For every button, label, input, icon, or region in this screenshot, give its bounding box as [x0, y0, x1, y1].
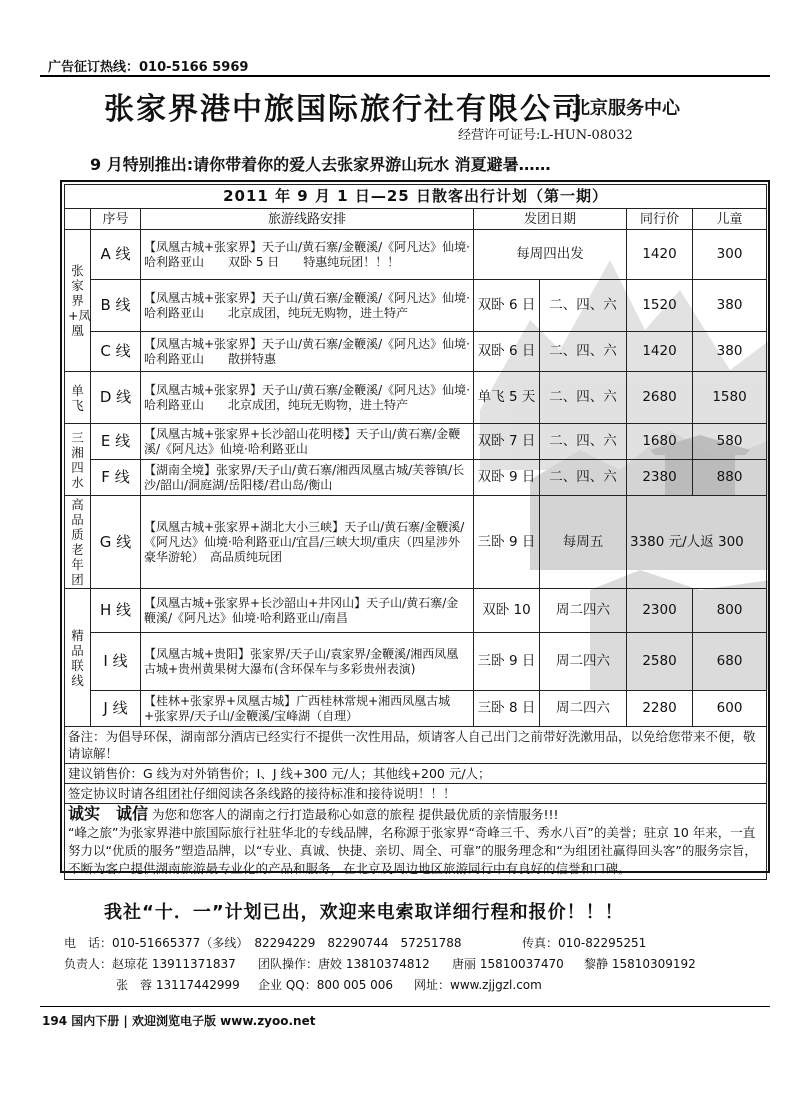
trip-duration: 双卧 9 日 [474, 460, 540, 496]
trade-price: 2300 [627, 589, 693, 633]
trade-price: 1680 [627, 424, 693, 460]
child-price: 380 [693, 280, 767, 332]
route-description: 【凤凰古城+张家界】天子山/黄石寨/金鞭溪/《阿凡达》仙境·哈利路亚山 散拼特惠 [141, 332, 474, 372]
category-label: 高品质老年团 [65, 496, 91, 589]
table-caption: 2011 年 9 月 1 日—25 日散客出行计划（第一期） [65, 185, 767, 209]
trade-price: 1420 [627, 332, 693, 372]
line-code: E 线 [91, 424, 141, 460]
route-description: 【凤凰古城+张家界+湖北大小三峡】天子山/黄石寨/金鞭溪/《阿凡达》仙境·哈利路亚山/宜昌/三峡大坝/重庆（四星涉外豪华游轮） 高品质纯玩团 [141, 496, 474, 589]
promo-headline: 9 月特别推出:请你带着你的爱人去张家界游山玩水 消夏避暑…… [90, 155, 551, 174]
child-price: 800 [693, 589, 767, 633]
child-price: 300 [693, 230, 767, 280]
departure-days: 周二四六 [540, 633, 627, 691]
route-description: 【凤凰古城+张家界】天子山/黄石寨/金鞭溪/《阿凡达》仙境·哈利路亚山 双卧 5 日 特惠纯玩团！！！ [141, 230, 474, 280]
departure-days: 周二四六 [540, 589, 627, 633]
header-cell: 儿童 [693, 209, 767, 230]
line-code: C 线 [91, 332, 141, 372]
trip-duration: 双卧 7 日 [474, 424, 540, 460]
trade-price: 2680 [627, 372, 693, 424]
trip-duration: 三卧 8 日 [474, 691, 540, 727]
qq-number: 企业 QQ：800 005 006 [258, 978, 394, 992]
trade-price: 1520 [627, 280, 693, 332]
line-code: I 线 [91, 633, 141, 691]
trade-price: 2580 [627, 633, 693, 691]
staff-contact: 张 蓉 13117442999 [116, 978, 240, 992]
departure-days: 每周五 [540, 496, 627, 589]
departure-date: 每周四出发 [474, 230, 627, 280]
fax-number: 传真：010-82295251 [522, 936, 647, 950]
route-description: 【凤凰古城+贵阳】张家界/天子山/袁家界/金鞭溪/湘西凤凰古城+贵州黄果树大瀑布(含环保车与多彩贵州表演) [141, 633, 474, 691]
phone-numbers: 电 话：010-51665377（多线） 82294229 82290744 57251788 [64, 936, 462, 950]
header-cell: 旅游线路安排 [141, 209, 474, 230]
route-description: 【凤凰古城+张家界+长沙韶山+井冈山】天子山/黄石寨/金鞭溪/《阿凡达》仙境·哈利路亚山/南昌 [141, 589, 474, 633]
departure-days: 二、四、六 [540, 332, 627, 372]
line-code: H 线 [91, 589, 141, 633]
category-label: 张家界+凤凰 [65, 230, 91, 372]
trade-price: 3380 元/人返 300 [627, 496, 767, 589]
line-code: G 线 [91, 496, 141, 589]
integrity-title: 诚实 诚信 [68, 804, 149, 823]
company-name: 张家界港中旅国际旅行社有限公司 [104, 92, 584, 127]
line-code: J 线 [91, 691, 141, 727]
line-code: F 线 [91, 460, 141, 496]
trade-price: 1420 [627, 230, 693, 280]
license-number: 经营许可证号:L-HUN-08032 [458, 128, 633, 143]
trip-duration: 单飞 5 天 [474, 372, 540, 424]
trip-duration: 双卧 6 日 [474, 332, 540, 372]
route-description: 【湖南全境】张家界/天子山/黄石寨/湘西凤凰古城/芙蓉镇/长沙/韶山/洞庭湖/岳阳楼/君山岛/衡山 [141, 460, 474, 496]
category-label: 单飞 [65, 372, 91, 424]
line-code: A 线 [91, 230, 141, 280]
route-description: 【凤凰古城+张家界+长沙韶山花明楼】天子山/黄石寨/金鞭溪/《阿凡达》仙境·哈利路亚山 [141, 424, 474, 460]
line-code: B 线 [91, 280, 141, 332]
line-code: D 线 [91, 372, 141, 424]
departure-days: 二、四、六 [540, 280, 627, 332]
trip-duration: 双卧 6 日 [474, 280, 540, 332]
staff-contact: 黎静 15810309192 [584, 957, 696, 971]
trip-duration: 三卧 9 日 [474, 496, 540, 589]
child-price: 880 [693, 460, 767, 496]
page-footer: 194 国内下册 | 欢迎浏览电子版 www.zyoo.net [42, 1014, 316, 1028]
call-to-action: 我社“十．一”计划已出，欢迎来电索取详细行程和报价！！！ [104, 902, 624, 923]
trade-price: 2380 [627, 460, 693, 496]
integrity-body: “峰之旅”为张家界港中旅国际旅行社驻华北的专线品牌，名称源于张家界“奇峰三千、秀水八百”的美誉；驻京 10 年来，一直努力以“优质的服务”塑造品牌，以“专业、真诚、快捷、亲切、周全、可靠”的服务理念和“为组团社赢得回头客”的服务宗旨，不断为客户提供湖南旅游最专业化的产品和服务，在北京及周边地区旅游同行中有良好的信誉和口碑。 [68, 825, 757, 876]
child-price: 580 [693, 424, 767, 460]
child-price: 680 [693, 633, 767, 691]
header-cell: 同行价 [627, 209, 693, 230]
ops-contact: 团队操作：唐姣 13810374812 [258, 957, 430, 971]
environment-note: 备注：为倡导环保，湖南部分酒店已经实行不提供一次性用品，烦请客人自己出门之前带好洗漱用品，以免给您带来不便，敬请谅解！ [65, 727, 767, 764]
route-description: 【桂林+张家界+凤凰古城】广西桂林常规+湘西凤凰古城+张家界/天子山/金鞭溪/宝峰湖（自理） [141, 691, 474, 727]
manager-contact: 负责人：赵琼花 13911371837 [64, 957, 236, 971]
child-price: 380 [693, 332, 767, 372]
header-cell: 发团日期 [474, 209, 627, 230]
trade-price: 2280 [627, 691, 693, 727]
route-description: 【凤凰古城+张家界】天子山/黄石寨/金鞭溪/《阿凡达》仙境·哈利路亚山 北京成团，纯玩无购物，进土特产 [141, 280, 474, 332]
trip-duration: 三卧 9 日 [474, 633, 540, 691]
departure-days: 二、四、六 [540, 372, 627, 424]
child-price: 1580 [693, 372, 767, 424]
child-price: 600 [693, 691, 767, 727]
company-subtitle: 北京服务中心 [572, 98, 680, 119]
departure-days: 二、四、六 [540, 424, 627, 460]
category-label: 精品联线 [65, 589, 91, 727]
agreement-note: 签定协议时请各组团社仔细阅读各条线路的接待标准和接待说明！！！ [65, 784, 767, 804]
staff-contact: 唐丽 15810037470 [452, 957, 564, 971]
trip-duration: 双卧 10 [474, 589, 540, 633]
departure-days: 周二四六 [540, 691, 627, 727]
ad-hotline: 广告征订热线：010-5166 5969 [48, 60, 249, 75]
bottom-divider [40, 1006, 770, 1007]
suggested-price-note: 建议销售价：G 线为对外销售价；I、J 线+300 元/人；其他线+200 元/人； [65, 764, 767, 784]
integrity-lead: 为您和您客人的湖南之行打造最称心如意的旅程 提供最优质的亲情服务!!! [152, 807, 559, 822]
route-description: 【凤凰古城+张家界】天子山/黄石寨/金鞭溪/《阿凡达》仙境·哈利路亚山 北京成团，纯玩无购物，进土特产 [141, 372, 474, 424]
website-address: 网址：www.zjjgzl.com [414, 978, 542, 992]
departure-days: 二、四、六 [540, 460, 627, 496]
header-cell: 序号 [91, 209, 141, 230]
category-label: 三湘四水 [65, 424, 91, 496]
